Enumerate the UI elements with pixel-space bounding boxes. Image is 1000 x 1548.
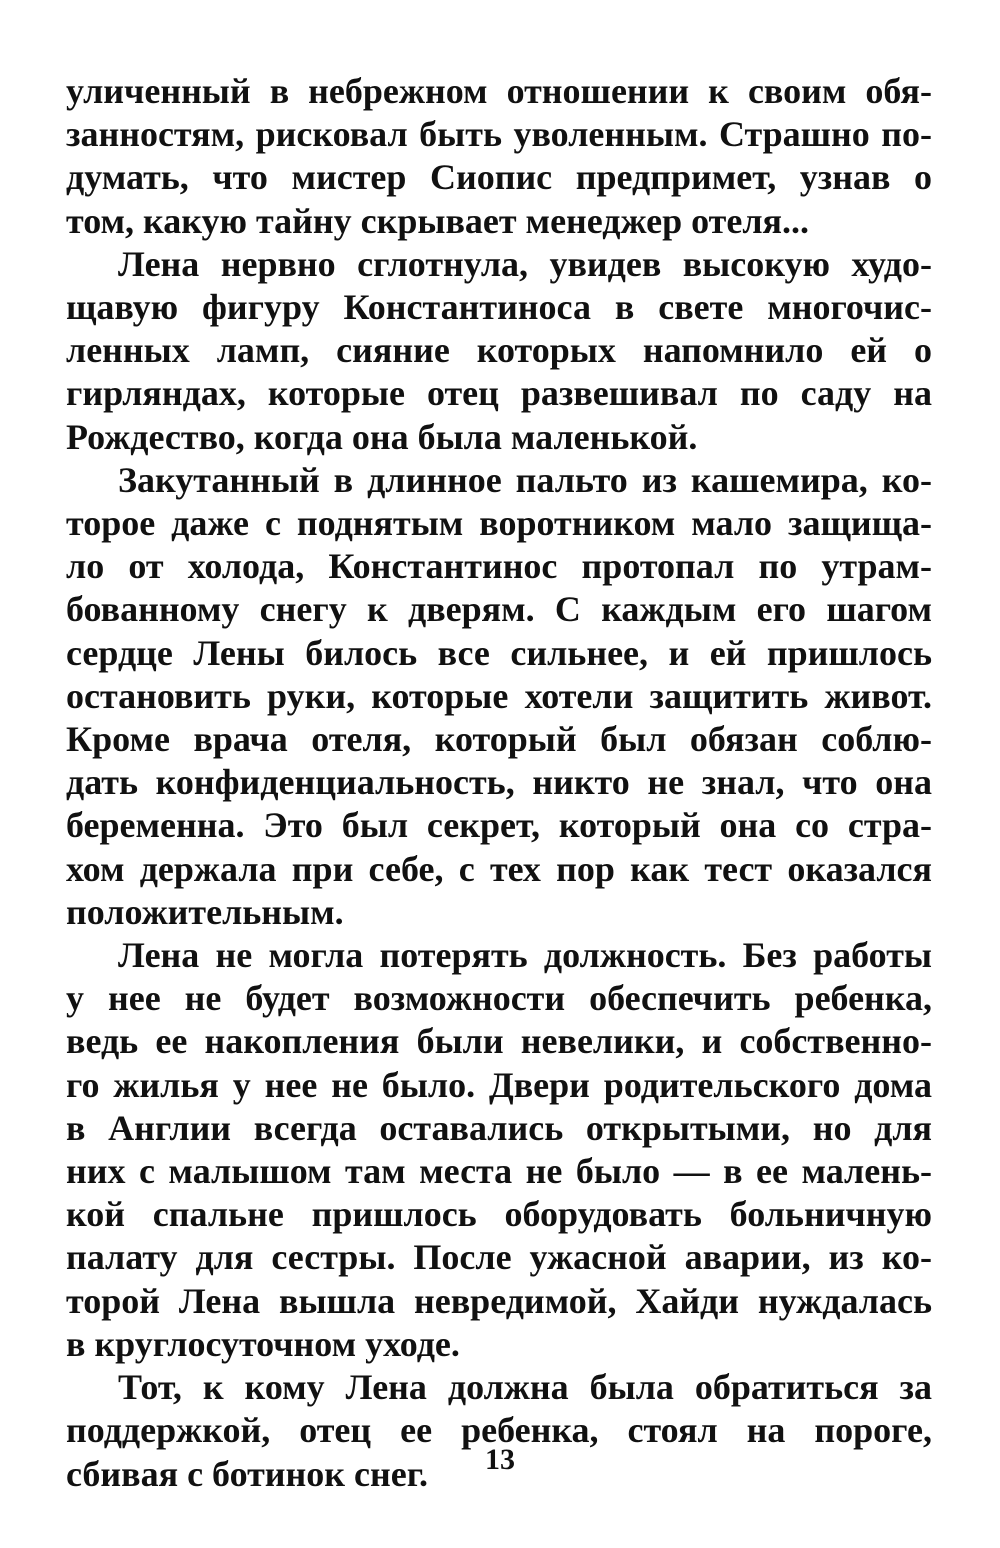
paragraph-3 [66, 459, 932, 934]
text-line: ленных ламп, сияние которых напомнило ей о [66, 330, 932, 371]
text-line: дать конфиденциальность, никто не знал, что она [66, 762, 932, 803]
text-line: хом держала при себе, с тех пор как тест оказался [66, 848, 932, 889]
paragraph-2 [66, 243, 932, 459]
text-line: уличенный в небрежном отношении к своим обя- [66, 71, 932, 111]
text-line: ло от холода, Константинос протопал по утрам- [66, 546, 932, 587]
text-line: кой спальне пришлось оборудовать больничную [66, 1194, 932, 1235]
text-line: том, какую тайну скрывает менеджер отеля... [66, 200, 809, 241]
text-line: в Англии всегда оставались открытыми, но для [66, 1107, 932, 1148]
text-line: беременна. Это был секрет, который она со стра- [66, 805, 932, 846]
text-line: думать, что мистер Сиопис предпримет, узнав о [66, 157, 932, 198]
text-line: Кроме врача отеля, который был обязан соблю- [66, 719, 932, 760]
text-line: Закутанный в длинное пальто из кашемира, ко- [118, 459, 932, 500]
text-line: положительным. [66, 891, 344, 932]
text-line: сбивая с ботинок снег. [66, 1453, 429, 1494]
text-line: Лена не могла потерять должность. Без работы [118, 935, 932, 976]
text-line: палату для сестры. После ужасной аварии, из ко- [66, 1237, 932, 1278]
text-line: ведь ее накопления были невелики, и собственно- [66, 1021, 932, 1062]
text-line: го жилья у нее не было. Двери родительского дома [66, 1064, 932, 1105]
text-line: Рождество, когда она была маленькой. [66, 416, 698, 457]
text-line: бованному снегу к дверям. С каждым его шагом [66, 589, 932, 630]
text-line: них с малышом там места не было — в ее малень- [66, 1151, 932, 1192]
text-line: занностям, рисковал быть уволенным. Страшно по- [66, 114, 932, 155]
text-line: Тот, к кому Лена должна была обратиться за [118, 1367, 932, 1408]
paragraph-4 [66, 934, 932, 1366]
text-line: торое даже с поднятым воротником мало защища- [66, 503, 932, 544]
page-number: 13 [485, 1443, 515, 1476]
text-line: Лена нервно сглотнула, увидев высокую худо- [118, 243, 932, 284]
text-line: щавую фигуру Константиноса в свете многочис- [66, 287, 932, 328]
page-body [66, 70, 932, 1496]
text-line: поддержкой, отец ее ребенка, стоял на пороге, [66, 1410, 932, 1451]
text-line: сердце Лены билось все сильнее, и ей пришлось [66, 632, 932, 673]
text-line: торой Лена вышла невредимой, Хайди нуждалась [66, 1280, 932, 1321]
text-line: у нее не будет возможности обеспечить ребенка, [66, 978, 932, 1019]
text-line: остановить руки, которые хотели защитить живот. [66, 675, 932, 716]
text-line: в круглосуточном уходе. [66, 1323, 460, 1364]
paragraph-1 [66, 70, 932, 243]
text-line: гирляндах, которые отец развешивал по саду на [66, 373, 932, 414]
